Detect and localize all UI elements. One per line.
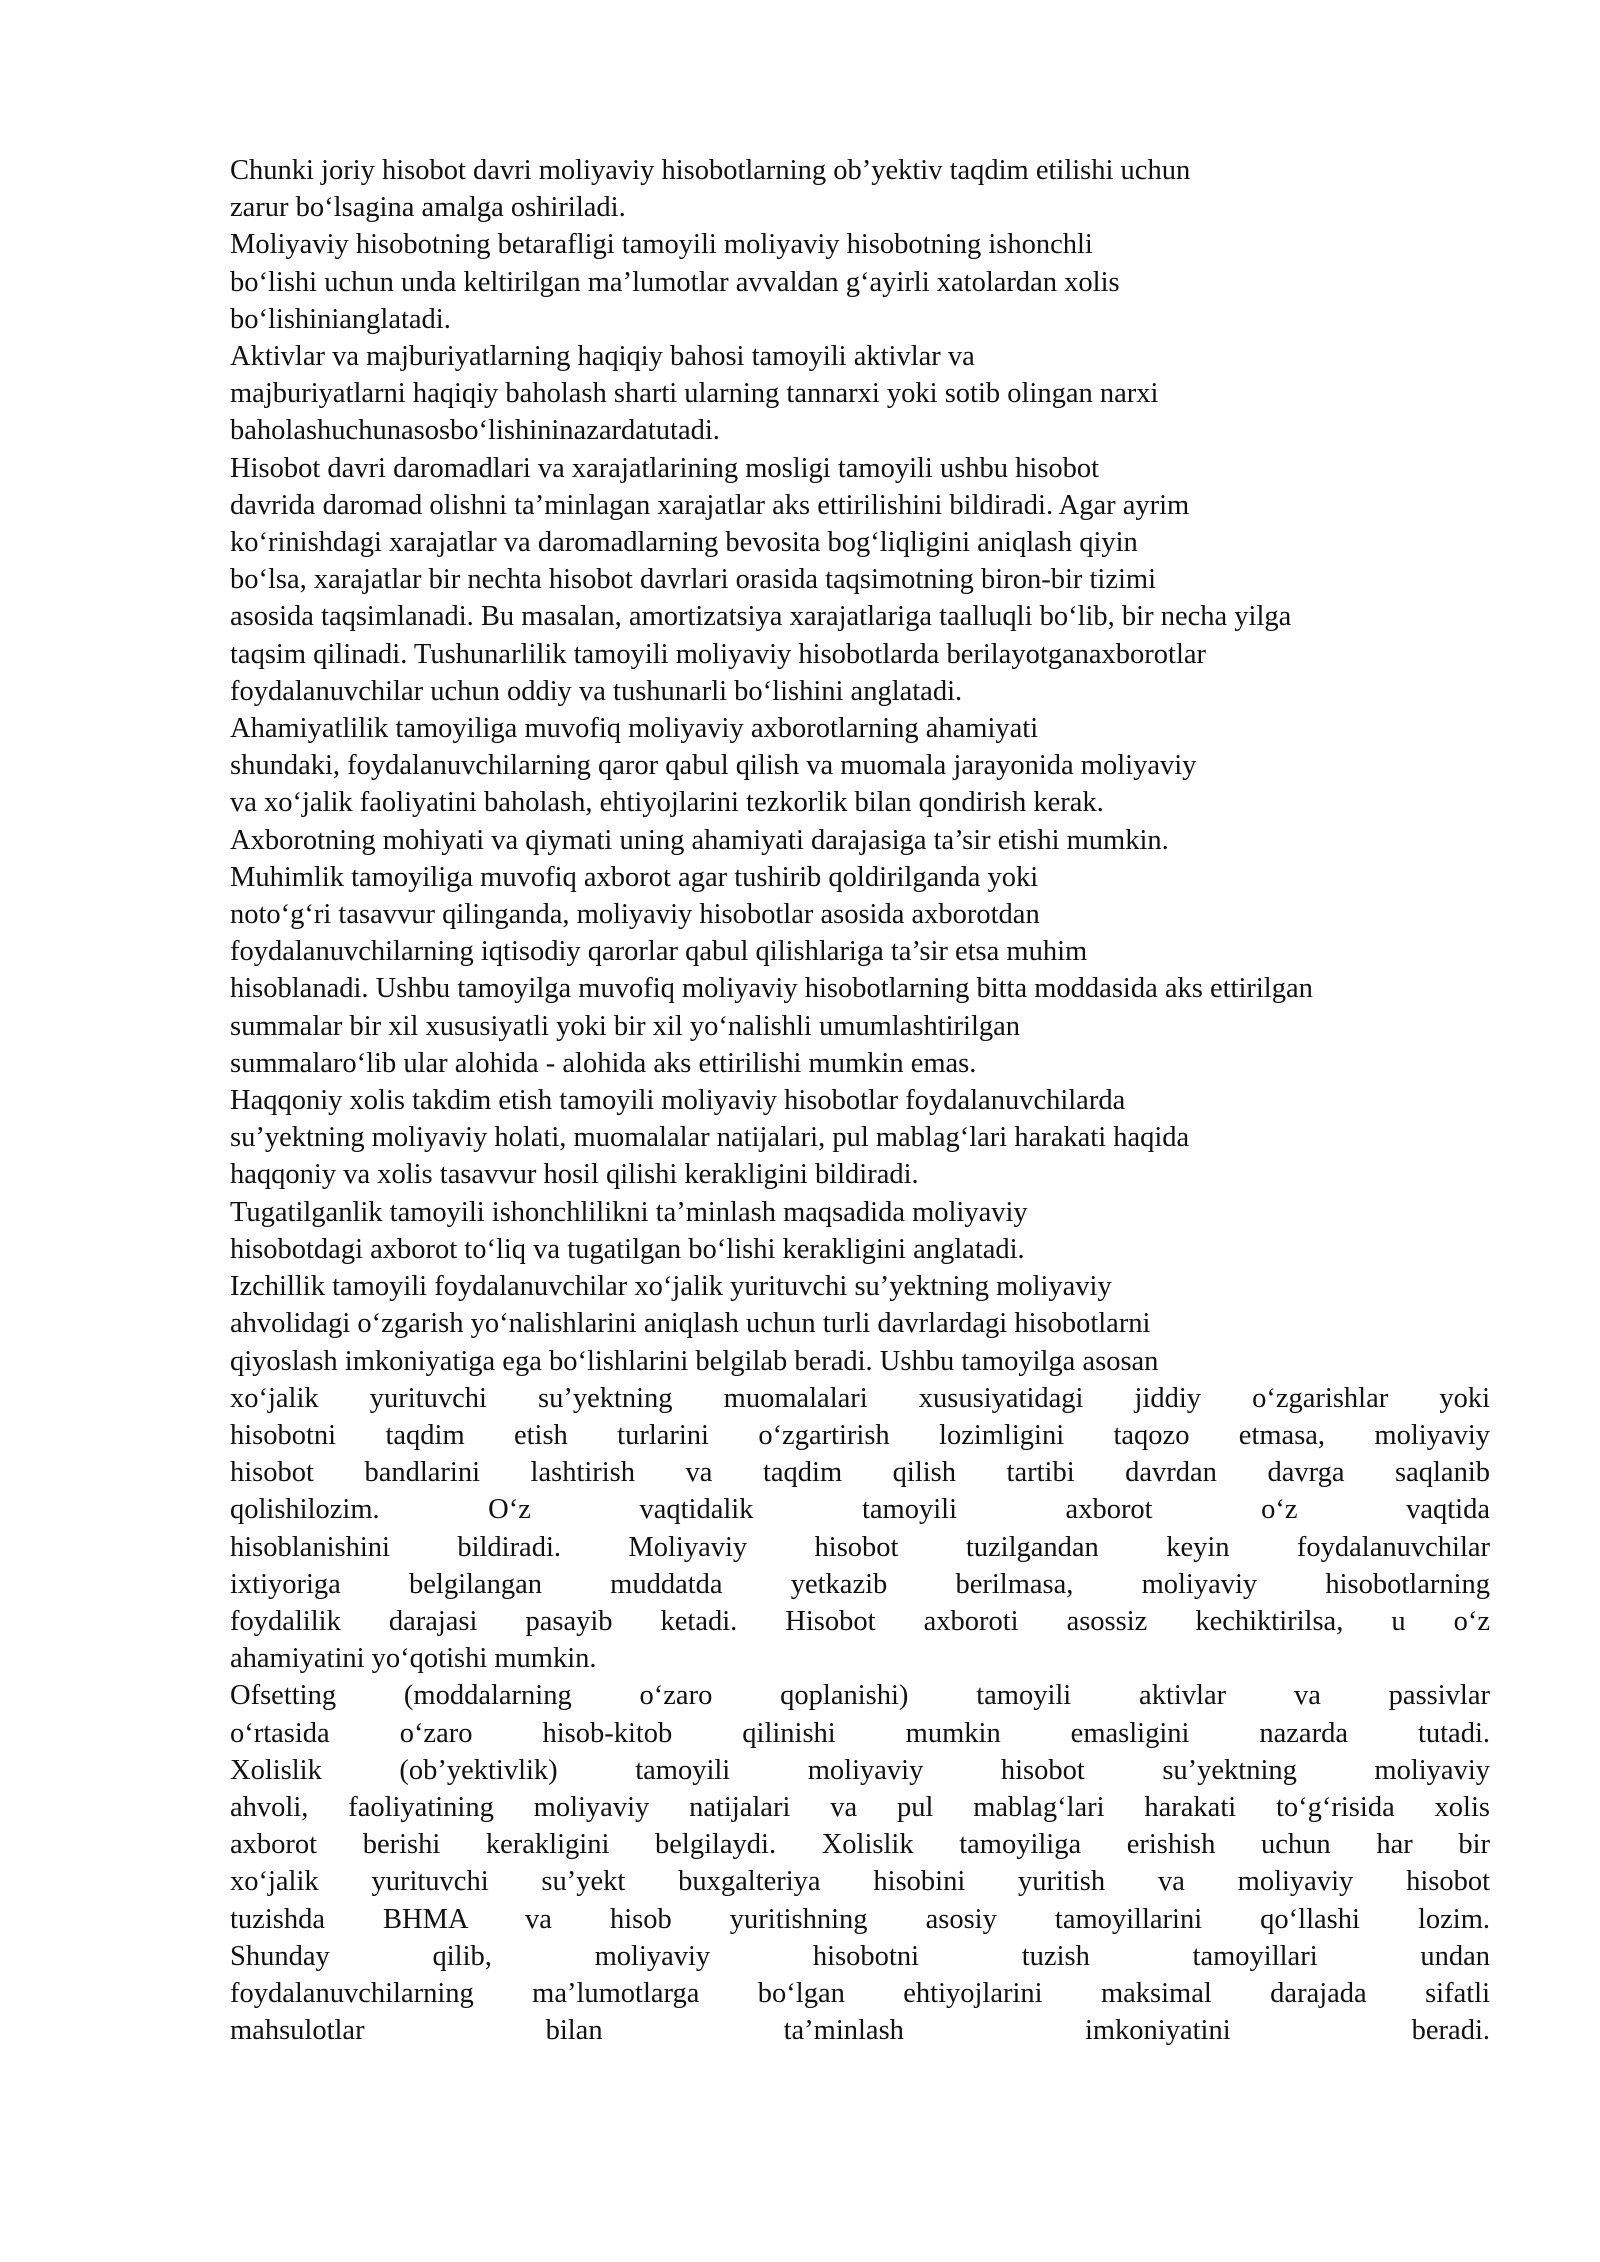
justified-text-line: foydalanuvchilarning ma’lumotlarga bo‘lgan ehtiyojlarini maksimal darajada sifatli (230, 1977, 1490, 2009)
text-line: ahvolidagi o‘zgarish yo‘nalishlarini aniqlash uchun turli davrlardagi hisobotlarni (230, 1308, 1151, 1340)
justified-text-line: qolishilozim. O‘z vaqtidalik tamoyili axborot o‘z vaqtida (230, 1494, 1490, 1526)
justified-text-line: xo‘jalik yurituvchi su’yektning muomalalari xususiyatidagi jiddiy o‘zgarishlar yoki (230, 1382, 1490, 1414)
text-line: Haqqoniy xolis takdim etish tamoyili moliyaviy hisobotlar foydalanuvchilarda (230, 1085, 1126, 1117)
text-line: ahamiyatini yo‘qotishi mumkin. (230, 1643, 597, 1675)
justified-text-line: foydalilik darajasi pasayib ketadi. Hisobot axboroti asossiz kechiktirilsa, u o‘z (230, 1605, 1490, 1637)
justified-text-line: Shunday qilib, moliyaviy hisobotni tuzish tamoyillari undan (230, 1940, 1490, 1972)
text-line: su’yektning moliyaviy holati, muomalalar natijalari, pul mablag‘lari harakati haqida (230, 1122, 1190, 1154)
text-line: foydalanuvchilarning iqtisodiy qarorlar qabul qilishlariga ta’sir etsa muhim (230, 936, 1088, 968)
text-line: foydalanuvchilar uchun oddiy va tushunarli bo‘lishini anglatadi. (230, 675, 963, 707)
justified-text-line: hisobot bandlarini lashtirish va taqdim qilish tartibi davrdan davrga saqlanib (230, 1457, 1490, 1489)
justified-text-line: hisoblanishini bildiradi. Moliyaviy hisobot tuzilgandan keyin foydalanuvchilar (230, 1531, 1490, 1563)
text-line: noto‘g‘ri tasavvur qilinganda, moliyaviy hisobotlar asosida axborotdan (230, 899, 1040, 931)
text-line: summalar bir xil xususiyatli yoki bir xil yo‘nalishli umumlashtirilgan (230, 1010, 1021, 1042)
text-line: Tugatilganlik tamoyili ishonchlilikni ta’minlash maqsadida moliyaviy (230, 1196, 1028, 1228)
text-line: asosida taqsimlanadi. Bu masalan, amortizatsiya xarajatlariga taalluqli bo‘lib, bir necha yilga (230, 601, 1292, 633)
text-line: bo‘lishi uchun unda keltirilgan ma’lumotlar avvaldan g‘ayirli xatolardan xolis (230, 266, 1120, 298)
justified-text-line: Ofsetting (moddalarning o‘zaro qoplanishi) tamoyili aktivlar va passivlar (230, 1680, 1490, 1712)
text-line: bo‘lsa, xarajatlar bir nechta hisobot davrlari orasida taqsimotning biron-bir tizimi (230, 564, 1156, 596)
document-body (230, 152, 1490, 2049)
text-line: Muhimlik tamoyiliga muvofiq axborot agar tushirib qoldirilganda yoki (230, 861, 1039, 893)
justified-text-line: o‘rtasida o‘zaro hisob-kitob qilinishi mumkin emasligini nazarda tutadi. (230, 1717, 1490, 1749)
text-line: zarur bo‘lsagina amalga oshiriladi. (230, 192, 626, 224)
text-line: taqsim qilinadi. Tushunarlilik tamoyili moliyaviy hisobotlarda berilayotganaxborotlar (230, 638, 1206, 670)
text-line: va xo‘jalik faoliyatini baholash, ehtiyojlarini tezkorlik bilan qondirish kerak. (230, 787, 1104, 819)
text-line: summalaro‘lib ular alohida - alohida aks ettirilishi mumkin emas. (230, 1047, 977, 1079)
text-line: Hisobot davri daromadlari va xarajatlarining mosligi tamoyili ushbu hisobot (230, 452, 1100, 484)
text-line: qiyoslash imkoniyatiga ega bo‘lishlarini belgilab beradi. Ushbu tamoyilga asosan (230, 1345, 1159, 1377)
text-line: Izchillik tamoyili foydalanuvchilar xo‘jalik yurituvchi su’yektning moliyaviy (230, 1271, 1112, 1303)
justified-text-line: ahvoli, faoliyatining moliyaviy natijalari va pul mablag‘lari harakati to‘g‘risida xolis (230, 1791, 1490, 1823)
text-line: Axborotning mohiyati va qiymati uning ahamiyati darajasiga ta’sir etishi mumkin. (230, 824, 1169, 856)
justified-text-line: Xolislik (ob’yektivlik) tamoyili moliyaviy hisobot su’yektning moliyaviy (230, 1754, 1490, 1786)
text-line: shundaki, foydalanuvchilarning qaror qabul qilish va muomala jarayonida moliyaviy (230, 750, 1197, 782)
text-line: Chunki joriy hisobot davri moliyaviy hisobotlarning ob’yektiv taqdim etilishi uchun (230, 155, 1191, 186)
justified-text-line: ixtiyoriga belgilangan muddatda yetkazib berilmasa, moliyaviy hisobotlarning (230, 1568, 1490, 1600)
justified-text-line: xo‘jalik yurituvchi su’yekt buxgalteriya hisobini yuritish va moliyaviy hisobot (230, 1866, 1490, 1898)
text-line: bo‘lishinianglatadi. (230, 303, 451, 335)
text-line: haqqoniy va xolis tasavvur hosil qilishi kerakligini bildiradi. (230, 1159, 919, 1191)
text-line: Moliyaviy hisobotning betarafligi tamoyili moliyaviy hisobotning ishonchli (230, 229, 1093, 261)
justified-text-line: axborot berishi kerakligini belgilaydi. Xolislik tamoyiliga erishish uchun har bir (230, 1829, 1490, 1861)
justified-text-line: mahsulotlar bilan ta’minlash imkoniyatini beradi. (230, 2015, 1490, 2047)
text-line: ko‘rinishdagi xarajatlar va daromadlarning bevosita bog‘liqligini aniqlash qiyin (230, 527, 1138, 559)
text-line: majburiyatlarni haqiqiy baholash sharti ularning tannarxi yoki sotib olingan narxi (230, 378, 1159, 410)
text-line: hisoblanadi. Ushbu tamoyilga muvofiq moliyaviy hisobotlarning bitta moddasida aks ettirilgan (230, 973, 1313, 1005)
text-line: davrida daromad olishni ta’minlagan xarajatlar aks ettirilishini bildiradi. Agar ayrim (230, 489, 1190, 521)
justified-text-line: hisobotni taqdim etish turlarini o‘zgartirish lozimligini taqozo etmasa, moliyaviy (230, 1419, 1490, 1451)
text-line: Ahamiyatlilik tamoyiliga muvofiq moliyaviy axborotlarning ahamiyati (230, 713, 1039, 745)
text-line: baholashuchunasosbo‘lishininazardatutadi. (230, 415, 720, 447)
text-line: Aktivlar va majburiyatlarning haqiqiy bahosi tamoyili aktivlar va (230, 341, 975, 373)
text-line: hisobotdagi axborot to‘liq va tugatilgan bo‘lishi kerakligini anglatadi. (230, 1233, 1025, 1265)
justified-text-line: tuzishda BHMA va hisob yuritishning asosiy tamoyillarini qo‘llashi lozim. (230, 1903, 1490, 1935)
